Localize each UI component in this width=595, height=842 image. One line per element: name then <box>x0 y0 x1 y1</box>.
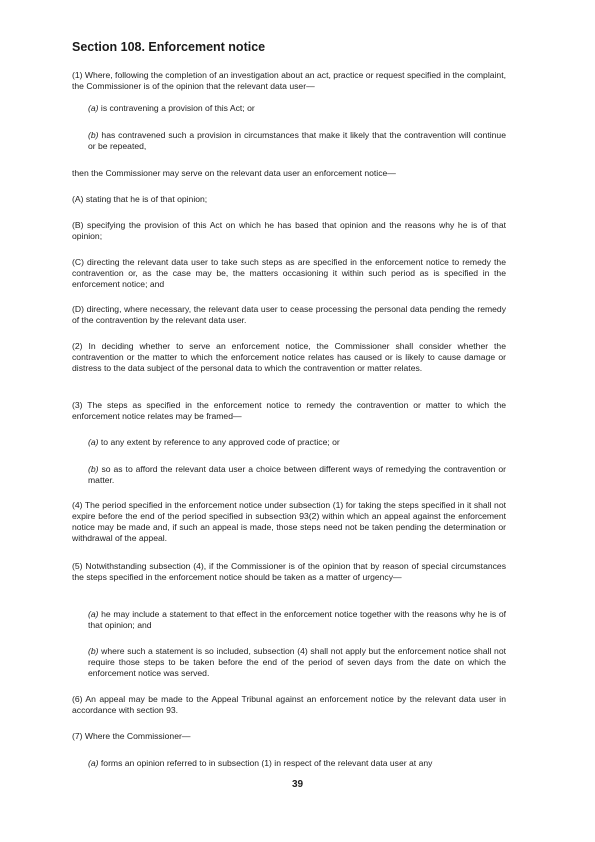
item-label: (b) <box>88 464 99 474</box>
paragraph-C: (C) directing the relevant data user to take such steps as are specified in the enforcement notice to remedy the contravention or, as the case may be, the matters occasioning it within such period as is specified in the enforcement notice; and <box>72 257 506 289</box>
item-label: (a) <box>88 437 99 447</box>
paragraph-3b <box>88 464 506 486</box>
paragraph-1b <box>88 130 506 152</box>
paragraph-1: (1) Where, following the completion of an investigation about an act, practice or request specified in the complaint, the Commissioner is of the opinion that the relevant data user— <box>72 70 506 91</box>
paragraph-B: (B) specifying the provision of this Act on which he has based that opinion and the reasons why he is of that opinion; <box>72 220 506 241</box>
item-text: forms an opinion referred to in subsection (1) in respect of the relevant data user at any <box>98 758 433 768</box>
page-number: 39 <box>291 779 304 790</box>
item-label: (b) <box>88 130 99 140</box>
paragraph-3a <box>88 437 506 448</box>
item-text: so as to afford the relevant data user a choice between different ways of remedying the contravention or matter. <box>88 464 506 485</box>
item-label: (a) <box>88 103 99 113</box>
paragraph-1-then: then the Commissioner may serve on the relevant data user an enforcement notice— <box>72 168 396 178</box>
paragraph-7: (7) Where the Commissioner— <box>72 731 191 741</box>
section-heading: Section 108. Enforcement notice <box>72 40 266 54</box>
item-label: (a) <box>88 609 99 619</box>
paragraph-A: (A) stating that he is of that opinion; <box>72 194 208 204</box>
paragraph-5b <box>88 646 506 679</box>
item-label: (a) <box>88 758 99 768</box>
paragraph-4: (4) The period specified in the enforcement notice under subsection (1) for taking the steps specified in it shall not expire before the end of the period specified in subsection 93(2) within which an appeal against the enforcement notice may be made and, if such an appeal is made, those steps need not be taken pending the determination or withdrawal of the appeal. <box>72 500 506 543</box>
item-text: is contravening a provision of this Act; or <box>98 103 255 113</box>
paragraph-5: (5) Notwithstanding subsection (4), if the Commissioner is of the opinion that by reason of special circumstances the steps specified in the enforcement notice should be taken as a matter of urgency— <box>72 561 506 582</box>
paragraph-7a <box>88 758 506 769</box>
paragraph-3: (3) The steps as specified in the enforcement notice to remedy the contravention or matter to which the enforcement notice relates may be framed— <box>72 400 506 421</box>
paragraph-D: (D) directing, where necessary, the relevant data user to cease processing the personal data pending the remedy of the contravention by the relevant data user. <box>72 304 506 325</box>
item-text: where such a statement is so included, subsection (4) shall not apply but the enforcement notice shall not require those steps to be taken before the end of the period of seven days from the date on which the enforcement notice was served. <box>88 646 506 678</box>
paragraph-5a <box>88 609 506 631</box>
paragraph-6: (6) An appeal may be made to the Appeal Tribunal against an enforcement notice by the relevant data user in accordance with section 93. <box>72 694 506 715</box>
item-text: he may include a statement to that effect in the enforcement notice together with the reasons why he is of that opinion; and <box>88 609 506 630</box>
item-text: to any extent by reference to any approved code of practice; or <box>98 437 340 447</box>
paragraph-2: (2) In deciding whether to serve an enforcement notice, the Commissioner shall consider whether the contravention or the matter to which the enforcement notice relates has caused or is likely to cause damage or distress to the data subject of the personal data to which the contravention or matter relates. <box>72 341 506 373</box>
item-text: has contravened such a provision in circumstances that make it likely that the contravention will continue or be repeated, <box>88 130 506 151</box>
paragraph-1a <box>88 103 506 114</box>
item-label: (b) <box>88 646 99 656</box>
